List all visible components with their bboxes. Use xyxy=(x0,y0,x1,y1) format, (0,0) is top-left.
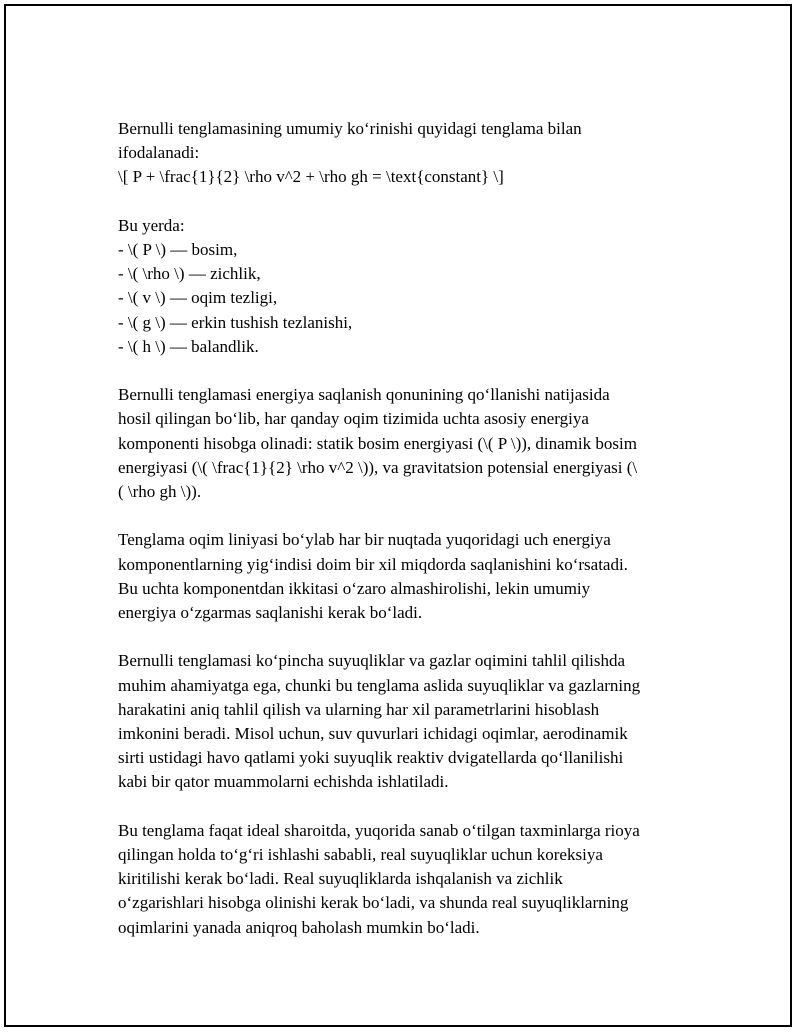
list-item: - \( \rho \) — zichlik, xyxy=(118,264,261,284)
paragraph-energy-components xyxy=(118,383,693,504)
list-item: - \( h \) — balandlik. xyxy=(118,336,259,356)
text-line: oqimlarini yanada aniqroq baholash mumkin boʻladi. xyxy=(118,917,480,937)
text-line: Bernulli tenglamasi koʻpincha suyuqliklar va gazlar oqimini tahlil qilishda xyxy=(118,651,626,671)
document-body xyxy=(118,117,693,964)
list-item: - \( v \) — oqim tezligi, xyxy=(118,288,278,308)
text-line: Bernulli tenglamasi energiya saqlanish qonunining qoʻllanishi natijasida xyxy=(118,385,610,405)
text-line: muhim ahamiyatga ega, chunki bu tenglama aslida suyuqliklar va gazlarning xyxy=(118,675,641,695)
text-line: komponentlarning yigʻindisi doim bir xil miqdorda saqlanishini koʻrsatadi. xyxy=(118,554,628,574)
text-line: energiyasi (\( \frac{1}{2} \rho v^2 \)), va gravitatsion potensial energiyasi (\ xyxy=(118,457,638,477)
paragraph-applications xyxy=(118,649,693,794)
list-item: - \( P \) — bosim, xyxy=(118,240,238,259)
text-line: kabi bir qator muammolarni echishda ishlatiladi. xyxy=(118,772,449,792)
equation-line: \[ P + \frac{1}{2} \rho v^2 + \rho gh = \text{constant} \] xyxy=(118,167,504,187)
text-line: imkonini beradi. Misol uchun, suv quvurlari ichidagi oqimlar, aerodinamik xyxy=(118,724,628,744)
paragraph-streamline xyxy=(118,528,693,625)
text-line: sirti ustidagi havo qatlami yoki suyuqlik reaktiv dvigatellarda qoʻllanilishi xyxy=(118,748,624,768)
text-line: Tenglama oqim liniyasi boʻylab har bir nuqtada yuqoridagi uch energiya xyxy=(118,530,611,550)
paragraph-real-fluids xyxy=(118,819,693,940)
text-line: Bu tenglama faqat ideal sharoitda, yuqorida sanab oʻtilgan taxminlarga rioya xyxy=(118,820,640,840)
text-line: oʻzgarishlari hisobga olinishi kerak boʻladi, va shunda real suyuqliklarning xyxy=(118,893,629,913)
list-heading: Bu yerda: xyxy=(118,215,185,235)
paragraph-equation xyxy=(118,117,693,190)
text-line: ( \rho gh \)). xyxy=(118,482,202,502)
text-line: komponenti hisobga olinadi: statik bosim energiyasi (\( P \)), dinamik bosim xyxy=(118,433,637,453)
text-line: energiya oʻzgarmas saqlanishi kerak boʻladi. xyxy=(118,603,423,623)
text-line: qilingan holda toʻgʻri ishlashi sababli, real suyuqliklar uchun koreksiya xyxy=(118,845,603,865)
text-line: ifodalanadi: xyxy=(118,143,200,163)
text-line: Bernulli tenglamasining umumiy koʻrinishi quyidagi tenglama bilan xyxy=(118,119,582,138)
text-line: hosil qilingan boʻlib, har qanday oqim tizimida uchta asosiy energiya xyxy=(118,409,589,429)
text-line: Bu uchta komponentdan ikkitasi oʻzaro almashirolishi, lekin umumiy xyxy=(118,578,591,598)
list-item: - \( g \) — erkin tushish tezlanishi, xyxy=(118,312,353,332)
paragraph-variable-list xyxy=(118,214,693,359)
text-line: kiritilishi kerak boʻladi. Real suyuqliklarda ishqalanish va zichlik xyxy=(118,869,563,889)
text-line: harakatini aniq tahlil qilish va ularning har xil parametrlarini hisoblash xyxy=(118,699,600,719)
